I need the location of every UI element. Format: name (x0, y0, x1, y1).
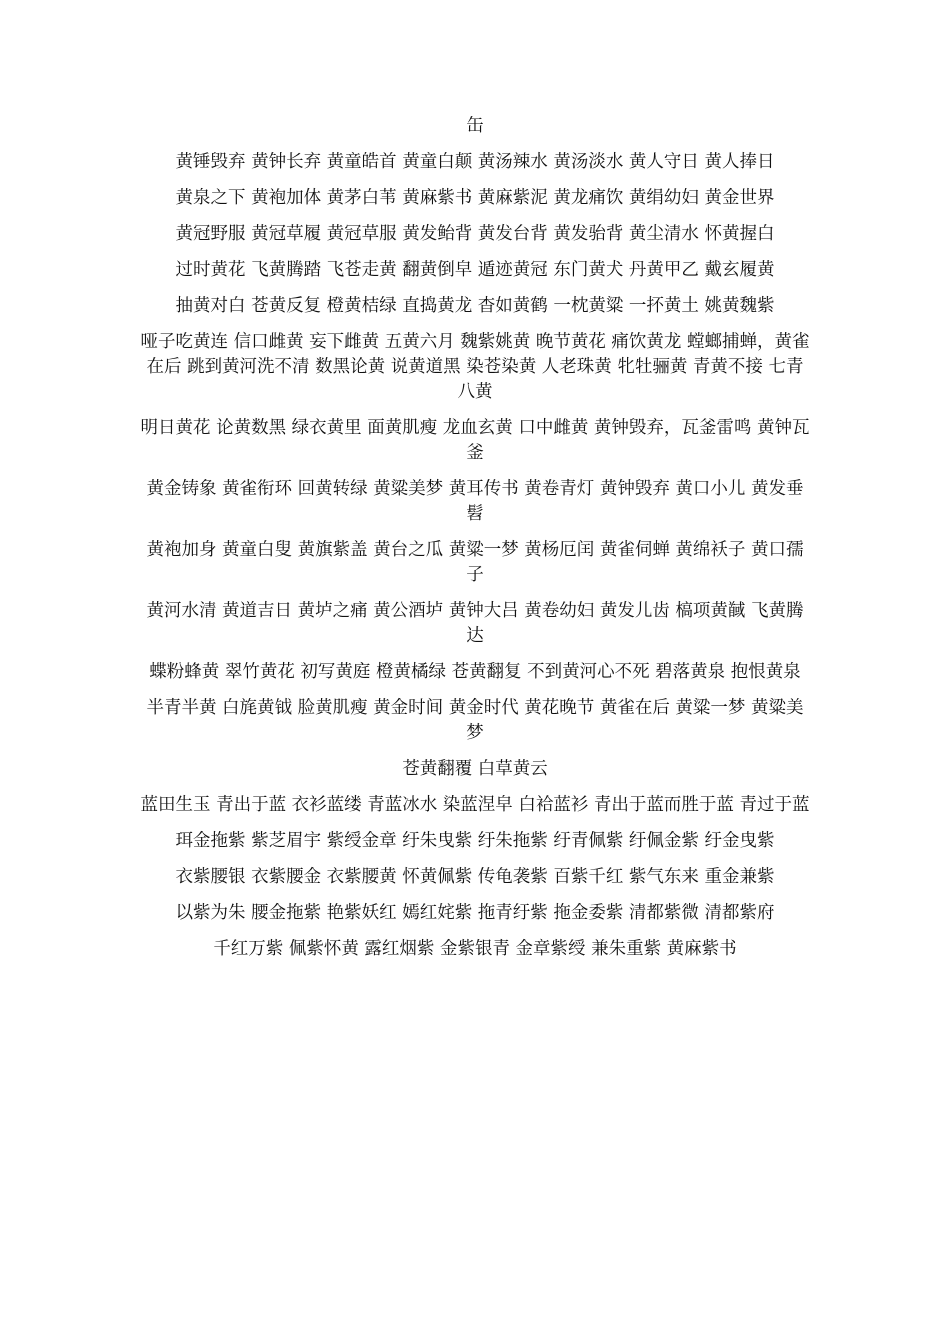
text-line-18: 千红万紫 佩紫怀黄 露红烟紫 金紫银青 金章紫绶 兼朱重紫 黄麻紫书 (213, 939, 737, 959)
text-line-9: 黄袍加身 黄童白叟 黄旗紫盖 黄台之瓜 黄粱一梦 黄杨厄闰 黄雀伺蝉 黄绵袄子 黄口孺子 (146, 540, 804, 585)
text-line-1: 黄锤毁弃 黄钟长弃 黄童皓首 黄童白颠 黄汤辣水 黄汤淡水 黄人守日 黄人捧日 (175, 152, 775, 172)
text-line-12: 半青半黄 白旄黄钺 脸黄肌瘦 黄金时间 黄金时代 黄花晚节 黄雀在后 黄粱一梦 黄粱美梦 (146, 698, 804, 743)
text-line-6: 哑子吃黄连 信口雌黄 妄下雌黄 五黄六月 魏紫姚黄 晚节黄花 痛饮黄龙 螳螂捕蝉，黄雀在后 跳到黄河洗不清 数黑论黄 说黄道黑 染苍染黄 人老珠黄 牝牡骊黄 青黄不接 七青八黄 (140, 332, 810, 402)
document-page (140, 0, 810, 962)
text-line-10: 黄河水清 黄道吉日 黄垆之痛 黄公酒垆 黄钟大吕 黄卷幼妇 黄发儿齿 槁项黄馘 飞黄腾达 (146, 601, 804, 646)
text-line-11: 蝶粉蜂黄 翠竹黄花 初写黄庭 橙黄橘绿 苍黄翻复 不到黄河心不死 碧落黄泉 抱恨黄泉 (149, 662, 801, 682)
text-line-14: 蓝田生玉 青出于蓝 衣衫蓝缕 青蓝冰水 染蓝涅皁 白袷蓝衫 青出于蓝而胜于蓝 青过于蓝 (140, 795, 810, 815)
text-line-13: 苍黄翻覆 白草黄云 (402, 759, 548, 779)
text-line-3: 黄冠野服 黄冠草履 黄冠草服 黄发鲐背 黄发台背 黄发骀背 黄尘清水 怀黄握白 (175, 224, 775, 244)
text-line-17: 以紫为朱 腰金拖紫 艳紫妖红 嫣红姹紫 拖青纡紫 拖金委紫 清都紫微 清都紫府 (175, 903, 775, 923)
text-line-16: 衣紫腰银 衣紫腰金 衣紫腰黄 怀黄佩紫 传龟袭紫 百紫千红 紫气东来 重金兼紫 (175, 867, 775, 887)
text-line-15: 珥金拖紫 紫芝眉宇 紫绶金章 纡朱曳紫 纡朱拖紫 纡青佩紫 纡佩金紫 纡金曳紫 (175, 831, 775, 851)
text-line-5: 抽黄对白 苍黄反复 橙黄桔绿 直捣黄龙 杳如黄鹤 一枕黄粱 一抔黄土 姚黄魏紫 (175, 296, 775, 316)
text-line-7: 明日黄花 论黄数黑 绿衣黄里 面黄肌瘦 龙血玄黄 口中雌黄 黄钟毁弃，瓦釜雷鸣 黄钟瓦釜 (140, 418, 810, 463)
text-line-4: 过时黄花 飞黄腾踏 飞苍走黄 翻黄倒皁 遁迹黄冠 东门黄犬 丹黄甲乙 戴玄履黄 (175, 260, 775, 280)
text-line-8: 黄金铸象 黄雀衔环 回黄转绿 黄粱美梦 黄耳传书 黄卷青灯 黄钟毁弃 黄口小儿 黄发垂髫 (146, 479, 804, 524)
text-line-2: 黄泉之下 黄袍加体 黄茅白苇 黄麻紫书 黄麻紫泥 黄龙痛饮 黄绢幼妇 黄金世界 (175, 188, 775, 208)
text-line-0: 缶 (466, 116, 484, 136)
